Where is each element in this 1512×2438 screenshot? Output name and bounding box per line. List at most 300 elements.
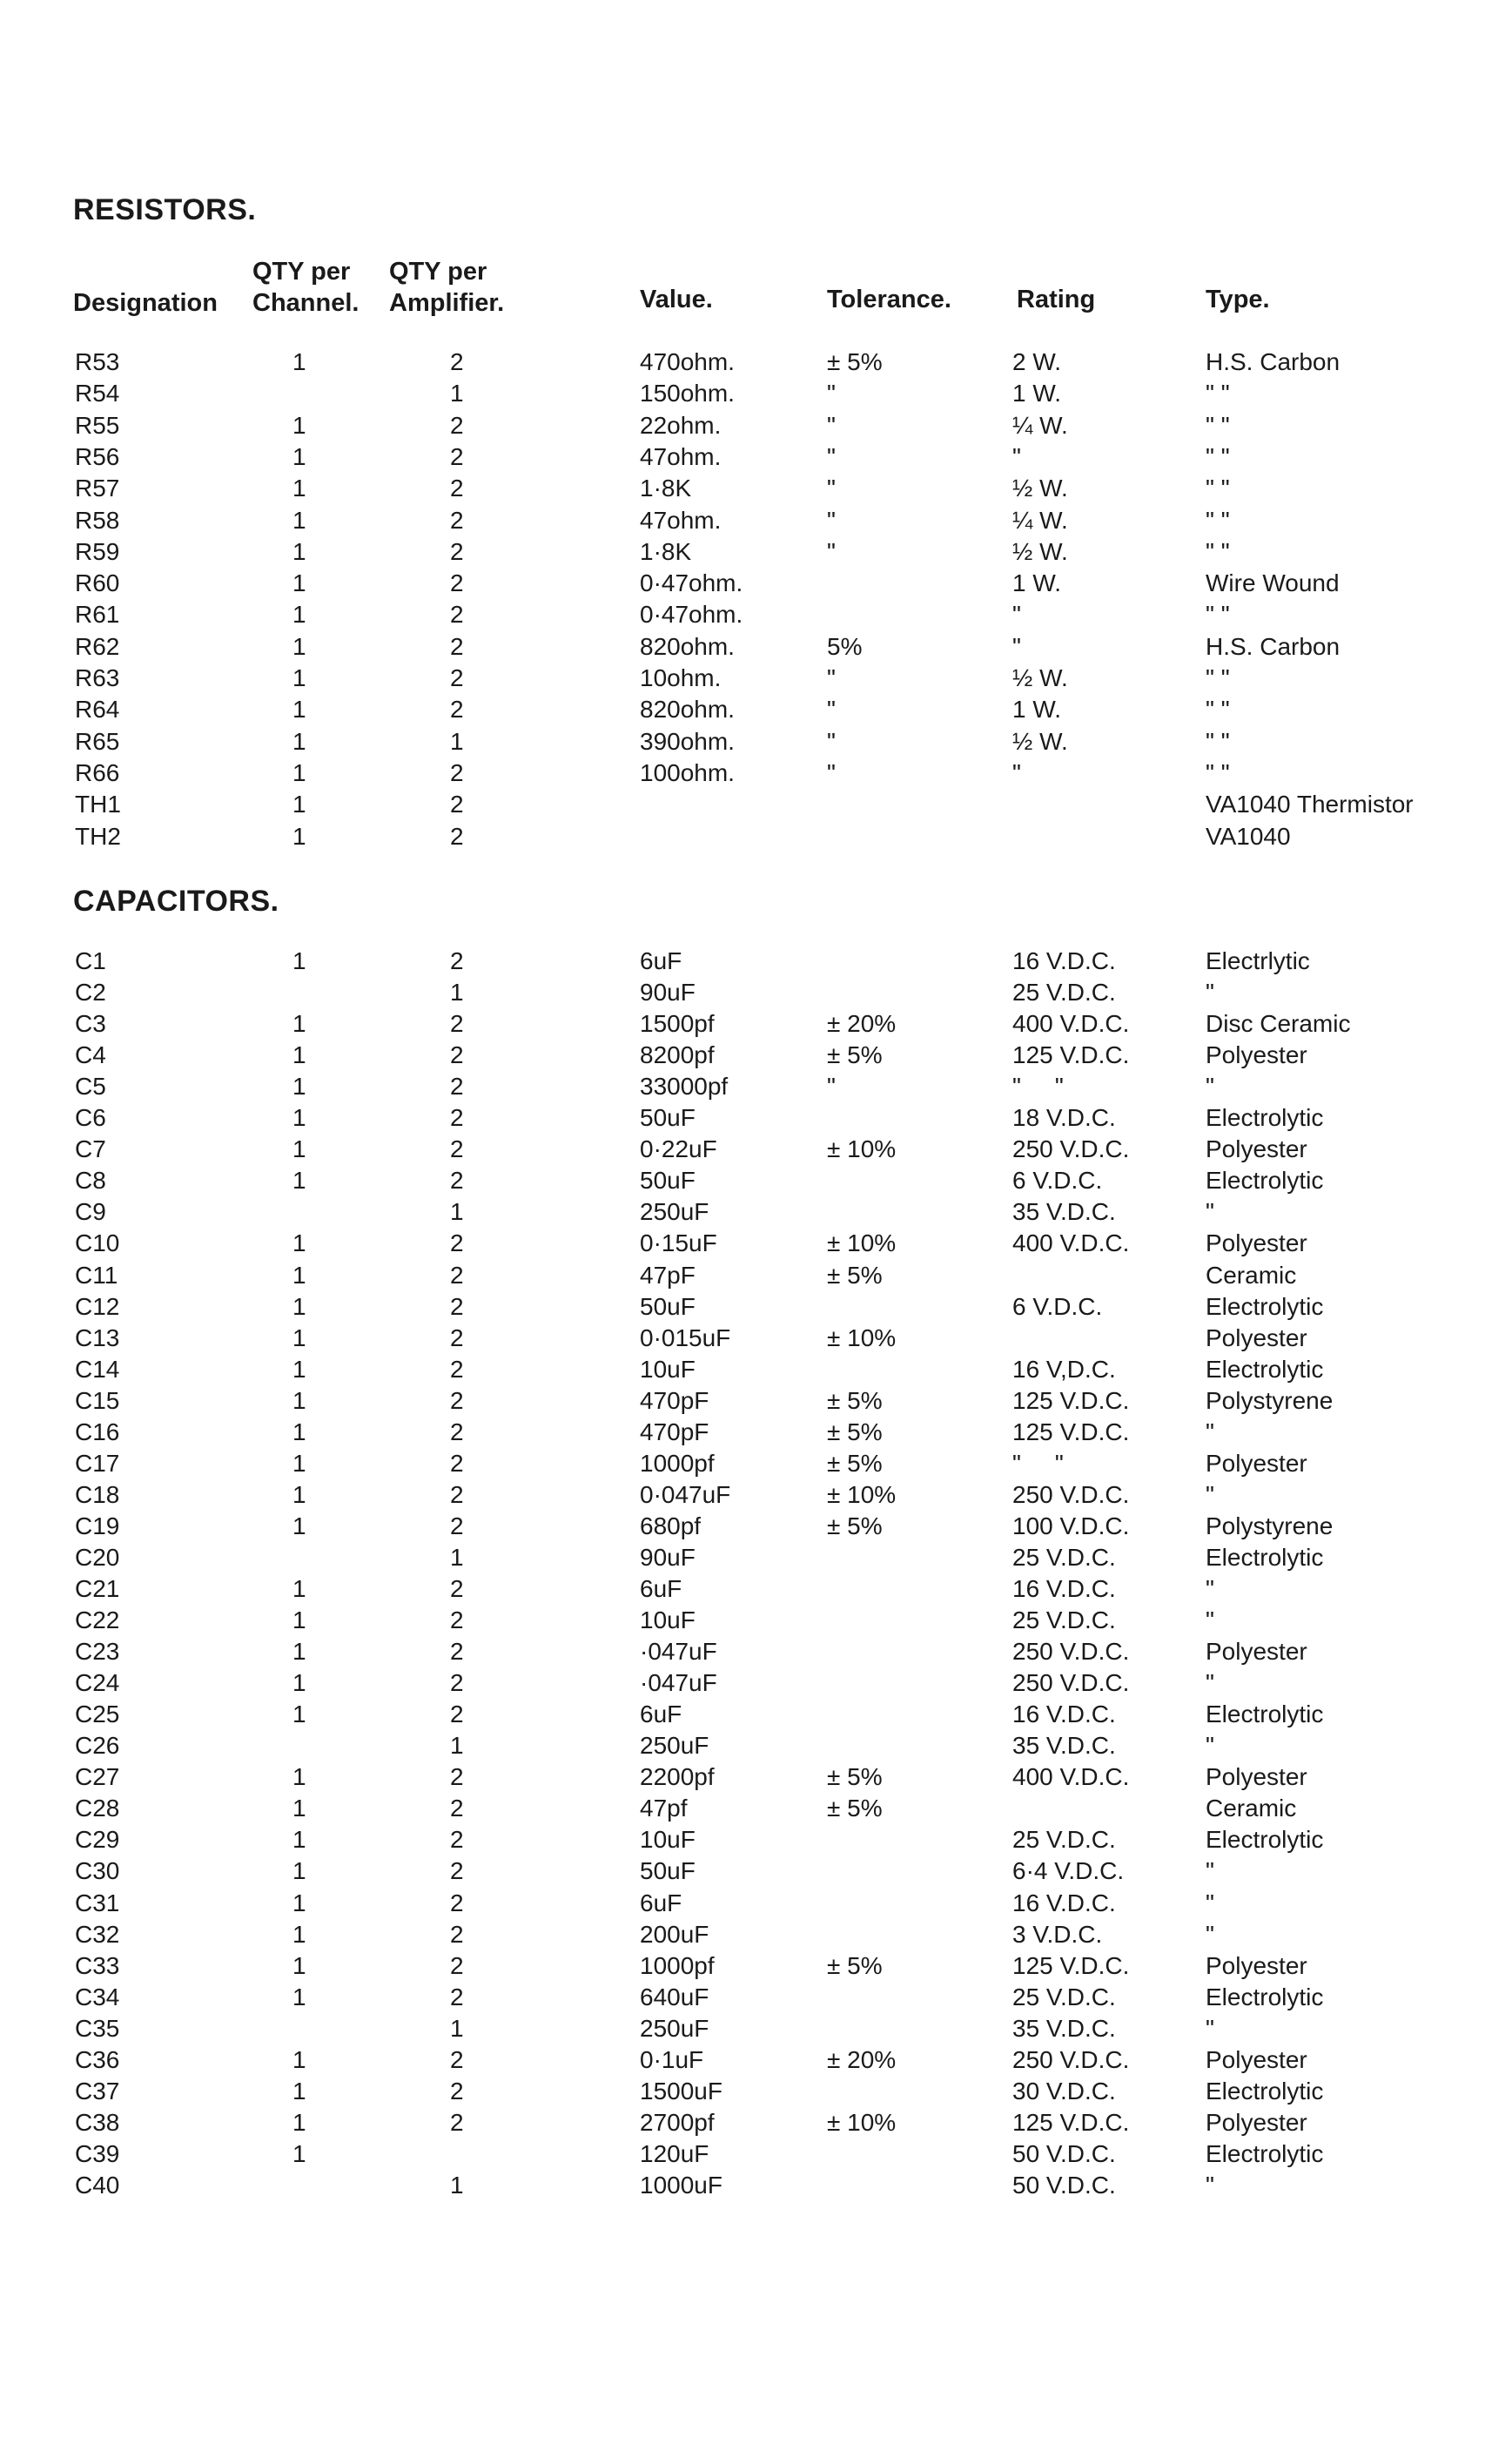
tolerance-cell: ± 5% <box>827 1418 883 1445</box>
qty-channel-cell: 1 <box>292 1889 306 1916</box>
qty-channel-cell: 1 <box>292 1638 306 1666</box>
tolerance-cell: " <box>827 696 836 724</box>
qty-amplifier-cell: 2 <box>450 947 464 974</box>
type-cell: " " <box>1206 601 1230 629</box>
value-cell: 33000pf <box>640 1073 729 1101</box>
value-cell: 100ohm. <box>640 758 735 786</box>
tolerance-cell: " <box>827 664 836 691</box>
designation-cell: C39 <box>75 2139 120 2167</box>
qty-channel-cell: 1 <box>292 348 306 375</box>
tolerance-cell: ± 20% <box>827 1010 897 1038</box>
qty-amplifier-cell: 2 <box>450 1418 464 1445</box>
type-cell: Polyester <box>1206 1229 1307 1257</box>
rating-cell: 35 V.D.C. <box>1012 1198 1116 1226</box>
qty-channel-cell: 1 <box>292 411 306 439</box>
type-cell: Electrolytic <box>1206 2139 1324 2167</box>
rating-cell: ½ W. <box>1012 537 1068 565</box>
tolerance-cell: ± 20% <box>827 2045 897 2073</box>
type-cell: VA1040 <box>1206 822 1291 850</box>
table-row <box>0 726 1512 758</box>
table-row <box>0 1479 1512 1511</box>
table-row <box>0 441 1512 473</box>
type-cell: Electrolytic <box>1206 1543 1324 1571</box>
designation-cell: C10 <box>75 1229 120 1257</box>
designation-cell: C8 <box>75 1167 106 1195</box>
rating-cell: 100 V.D.C. <box>1012 1512 1130 1539</box>
table-row <box>0 1228 1512 1259</box>
qty-channel-cell: 1 <box>292 2045 306 2073</box>
qty-channel-cell: 1 <box>292 1512 306 1539</box>
qty-amplifier-cell: 2 <box>450 822 464 850</box>
table-row <box>0 1824 1512 1855</box>
value-cell: 2700pf <box>640 2108 715 2136</box>
table-row <box>0 1196 1512 1228</box>
value-cell: 47pF <box>640 1261 696 1289</box>
type-cell: Polyester <box>1206 1041 1307 1069</box>
designation-cell: C32 <box>75 1920 120 1948</box>
value-cell: 470pF <box>640 1386 709 1414</box>
type-cell: " <box>1206 2014 1214 2042</box>
value-cell: 10uF <box>640 1606 696 1634</box>
value-cell: ·047uF <box>640 1638 717 1666</box>
designation-cell: C14 <box>75 1355 120 1383</box>
value-cell: 6uF <box>640 1889 682 1916</box>
table-row <box>0 1855 1512 1887</box>
type-cell: " " <box>1206 380 1230 407</box>
qty-amplifier-cell: 2 <box>450 1449 464 1477</box>
type-cell: Polyester <box>1206 1323 1307 1351</box>
qty-amplifier-cell: 1 <box>450 2014 464 2042</box>
rating-cell: 35 V.D.C. <box>1012 1732 1116 1760</box>
qty-channel-cell: 1 <box>292 1135 306 1163</box>
value-cell: 10uF <box>640 1355 696 1383</box>
designation-cell: C34 <box>75 1983 120 2010</box>
rating-cell: 125 V.D.C. <box>1012 2108 1130 2136</box>
table-row <box>0 1165 1512 1196</box>
qty-channel-cell: 1 <box>292 632 306 660</box>
type-cell: Polyester <box>1206 1449 1307 1477</box>
tolerance-cell: 5% <box>827 632 863 660</box>
qty-channel-cell: 1 <box>292 1795 306 1822</box>
rating-cell: 18 V.D.C. <box>1012 1104 1116 1132</box>
designation-cell: C24 <box>75 1669 120 1697</box>
table-row <box>0 1385 1512 1417</box>
qty-channel-cell: 1 <box>292 1920 306 1948</box>
value-cell: 0·15uF <box>640 1229 717 1257</box>
value-cell: 0·015uF <box>640 1323 731 1351</box>
header-qty-amplifier: QTY per Amplifier. <box>389 258 505 317</box>
designation-cell: C16 <box>75 1418 120 1445</box>
designation-cell: C2 <box>75 979 106 1007</box>
rating-cell: 50 V.D.C. <box>1012 2139 1116 2167</box>
qty-channel-cell: 1 <box>292 696 306 724</box>
type-cell: Electrolytic <box>1206 1167 1324 1195</box>
value-cell: 820ohm. <box>640 696 735 724</box>
header-tolerance: Tolerance. <box>827 286 951 313</box>
table-row <box>0 694 1512 725</box>
qty-amplifier-cell: 2 <box>450 1292 464 1320</box>
qty-amplifier-cell: 2 <box>450 1575 464 1602</box>
qty-channel-cell: 1 <box>292 791 306 818</box>
tolerance-cell: " <box>827 1073 836 1101</box>
type-cell: " " <box>1206 727 1230 755</box>
designation-cell: C4 <box>75 1041 106 1069</box>
designation-cell: C20 <box>75 1543 120 1571</box>
qty-amplifier-cell: 2 <box>450 1606 464 1634</box>
rating-cell: " <box>1012 601 1021 629</box>
table-row <box>0 1793 1512 1824</box>
qty-channel-cell: 1 <box>292 1701 306 1728</box>
rating-cell: 16 V.D.C. <box>1012 1889 1116 1916</box>
rating-cell: 250 V.D.C. <box>1012 1480 1130 1508</box>
designation-cell: C28 <box>75 1795 120 1822</box>
designation-cell: C12 <box>75 1292 120 1320</box>
type-cell: " " <box>1206 696 1230 724</box>
type-cell: " " <box>1206 506 1230 534</box>
designation-cell: C7 <box>75 1135 106 1163</box>
designation-cell: C36 <box>75 2045 120 2073</box>
table-row <box>0 1323 1512 1354</box>
tolerance-cell: " <box>827 442 836 470</box>
type-cell: " <box>1206 979 1214 1007</box>
qty-amplifier-cell: 2 <box>450 1073 464 1101</box>
tolerance-cell: " <box>827 537 836 565</box>
qty-amplifier-cell: 2 <box>450 1763 464 1791</box>
qty-amplifier-cell: 2 <box>450 2108 464 2136</box>
qty-channel-cell: 1 <box>292 1418 306 1445</box>
qty-channel-cell: 1 <box>292 1857 306 1885</box>
value-cell: 120uF <box>640 2139 709 2167</box>
value-cell: 470ohm. <box>640 348 735 375</box>
type-cell: " <box>1206 1920 1214 1948</box>
qty-channel-cell: 1 <box>292 1449 306 1477</box>
rating-cell: 400 V.D.C. <box>1012 1229 1130 1257</box>
value-cell: 6uF <box>640 1575 682 1602</box>
qty-amplifier-cell: 2 <box>450 1480 464 1508</box>
qty-amplifier-cell: 2 <box>450 601 464 629</box>
designation-cell: R61 <box>75 601 120 629</box>
qty-amplifier-cell: 2 <box>450 1041 464 1069</box>
table-row <box>0 1605 1512 1636</box>
value-cell: 390ohm. <box>640 727 735 755</box>
tolerance-cell: ± 10% <box>827 1480 897 1508</box>
qty-channel-cell: 1 <box>292 1167 306 1195</box>
value-cell: 250uF <box>640 2014 709 2042</box>
designation-cell: C38 <box>75 2108 120 2136</box>
designation-cell: C29 <box>75 1826 120 1854</box>
table-row <box>0 977 1512 1008</box>
designation-cell: R63 <box>75 664 120 691</box>
table-row <box>0 2107 1512 2138</box>
qty-amplifier-cell: 2 <box>450 1795 464 1822</box>
type-cell: " <box>1206 1198 1214 1226</box>
designation-cell: C31 <box>75 1889 120 1916</box>
tolerance-cell: " <box>827 411 836 439</box>
resistors-heading: RESISTORS. <box>73 193 257 226</box>
designation-cell: R59 <box>75 537 120 565</box>
tolerance-cell: " <box>827 380 836 407</box>
qty-channel-cell: 1 <box>292 1826 306 1854</box>
header-value: Value. <box>640 286 713 313</box>
type-cell: " <box>1206 1418 1214 1445</box>
rating-cell: 16 V.D.C. <box>1012 1575 1116 1602</box>
rating-cell: 2 W. <box>1012 348 1062 375</box>
value-cell: 47pf <box>640 1795 688 1822</box>
table-row <box>0 1699 1512 1730</box>
designation-cell: C30 <box>75 1857 120 1885</box>
designation-cell: C37 <box>75 2077 120 2105</box>
table-row <box>0 410 1512 441</box>
qty-channel-cell: 1 <box>292 727 306 755</box>
table-row <box>0 1919 1512 1950</box>
designation-cell: C33 <box>75 1951 120 1979</box>
qty-amplifier-cell: 2 <box>450 1010 464 1038</box>
value-cell: 200uF <box>640 1920 709 1948</box>
rating-cell: 25 V.D.C. <box>1012 979 1116 1007</box>
designation-cell: C9 <box>75 1198 106 1226</box>
qty-channel-cell: 1 <box>292 822 306 850</box>
designation-cell: R53 <box>75 348 120 375</box>
value-cell: 47ohm. <box>640 442 722 470</box>
tolerance-cell: ± 10% <box>827 1323 897 1351</box>
qty-amplifier-cell: 2 <box>450 1889 464 1916</box>
qty-amplifier-cell: 2 <box>450 1261 464 1289</box>
designation-cell: R66 <box>75 758 120 786</box>
value-cell: 50uF <box>640 1857 696 1885</box>
qty-channel-cell: 1 <box>292 1480 306 1508</box>
table-row <box>0 1040 1512 1071</box>
qty-channel-cell: 1 <box>292 506 306 534</box>
table-row <box>0 1542 1512 1573</box>
table-row <box>0 789 1512 820</box>
type-cell: Electrolytic <box>1206 1826 1324 1854</box>
type-cell: " <box>1206 1606 1214 1634</box>
value-cell: 820ohm. <box>640 632 735 660</box>
type-cell: " <box>1206 1073 1214 1101</box>
rating-cell: 6 V.D.C. <box>1012 1167 1103 1195</box>
value-cell: 10uF <box>640 1826 696 1854</box>
qty-amplifier-cell: 2 <box>450 1323 464 1351</box>
table-row <box>0 2044 1512 2076</box>
qty-amplifier-cell: 2 <box>450 1229 464 1257</box>
value-cell: 680pf <box>640 1512 702 1539</box>
type-cell: H.S. Carbon <box>1206 348 1341 375</box>
value-cell: 1·8K <box>640 537 692 565</box>
qty-amplifier-cell: 2 <box>450 537 464 565</box>
designation-cell: C27 <box>75 1763 120 1791</box>
capacitors-heading: CAPACITORS. <box>73 885 279 918</box>
rating-cell: 6 V.D.C. <box>1012 1292 1103 1320</box>
qty-channel-cell: 1 <box>292 1323 306 1351</box>
value-cell: 1000pf <box>640 1951 715 1979</box>
rating-cell: 250 V.D.C. <box>1012 1669 1130 1697</box>
designation-cell: C6 <box>75 1104 106 1132</box>
table-row <box>0 1102 1512 1134</box>
rating-cell: 400 V.D.C. <box>1012 1010 1130 1038</box>
tolerance-cell: ± 5% <box>827 1449 883 1477</box>
qty-channel-cell: 1 <box>292 475 306 502</box>
tolerance-cell: ± 5% <box>827 1763 883 1791</box>
designation-cell: R58 <box>75 506 120 534</box>
rating-cell: 6·4 V.D.C. <box>1012 1857 1125 1885</box>
qty-amplifier-cell: 1 <box>450 1732 464 1760</box>
rating-cell: 25 V.D.C. <box>1012 1606 1116 1634</box>
designation-cell: C23 <box>75 1638 120 1666</box>
qty-channel-cell: 1 <box>292 1292 306 1320</box>
table-row <box>0 1888 1512 1919</box>
type-cell: " " <box>1206 758 1230 786</box>
qty-amplifier-cell: 2 <box>450 1135 464 1163</box>
table-row <box>0 1982 1512 2013</box>
table-row <box>0 631 1512 663</box>
table-row <box>0 347 1512 378</box>
qty-amplifier-cell: 1 <box>450 979 464 1007</box>
rating-cell: 25 V.D.C. <box>1012 1826 1116 1854</box>
value-cell: 22ohm. <box>640 411 722 439</box>
rating-cell: ½ W. <box>1012 475 1068 502</box>
table-row <box>0 1573 1512 1605</box>
rating-cell: 250 V.D.C. <box>1012 2045 1130 2073</box>
table-row <box>0 1761 1512 1793</box>
tolerance-cell: ± 10% <box>827 1229 897 1257</box>
header-rating: Rating <box>1017 286 1096 313</box>
value-cell: 1500uF <box>640 2077 722 2105</box>
qty-channel-cell: 1 <box>292 569 306 597</box>
qty-channel-cell: 1 <box>292 1606 306 1634</box>
type-cell: Polyester <box>1206 1135 1307 1163</box>
rating-cell: 30 V.D.C. <box>1012 2077 1116 2105</box>
table-row <box>0 2013 1512 2044</box>
qty-amplifier-cell: 2 <box>450 1826 464 1854</box>
designation-cell: C21 <box>75 1575 120 1602</box>
type-cell: Polystyrene <box>1206 1512 1334 1539</box>
tolerance-cell: " <box>827 475 836 502</box>
qty-channel-cell: 1 <box>292 1041 306 1069</box>
qty-amplifier-cell: 2 <box>450 1920 464 1948</box>
designation-cell: TH2 <box>75 822 121 850</box>
value-cell: 6uF <box>640 947 682 974</box>
type-cell: " " <box>1206 442 1230 470</box>
designation-cell: C19 <box>75 1512 120 1539</box>
qty-amplifier-cell: 2 <box>450 348 464 375</box>
tolerance-cell: " <box>827 506 836 534</box>
table-row <box>0 505 1512 536</box>
rating-cell: ¼ W. <box>1012 411 1068 439</box>
qty-amplifier-cell: 1 <box>450 2171 464 2199</box>
rating-cell: 16 V.D.C. <box>1012 947 1116 974</box>
qty-amplifier-cell: 2 <box>450 1951 464 1979</box>
type-cell: " " <box>1206 475 1230 502</box>
type-cell: Disc Ceramic <box>1206 1010 1351 1038</box>
designation-cell: R65 <box>75 727 120 755</box>
qty-channel-cell: 1 <box>292 2108 306 2136</box>
rating-cell: 250 V.D.C. <box>1012 1638 1130 1666</box>
rating-cell: 25 V.D.C. <box>1012 1543 1116 1571</box>
value-cell: 250uF <box>640 1198 709 1226</box>
rating-cell: " " <box>1012 1073 1064 1101</box>
rating-cell: 1 W. <box>1012 569 1062 597</box>
designation-cell: R62 <box>75 632 120 660</box>
qty-amplifier-cell: 2 <box>450 1512 464 1539</box>
qty-amplifier-cell: 2 <box>450 475 464 502</box>
qty-amplifier-cell: 2 <box>450 1983 464 2010</box>
rating-cell: ¼ W. <box>1012 506 1068 534</box>
type-cell: Ceramic <box>1206 1261 1297 1289</box>
designation-cell: C3 <box>75 1010 106 1038</box>
rating-cell: " <box>1012 442 1021 470</box>
table-row <box>0 1950 1512 1982</box>
value-cell: 1500pf <box>640 1010 715 1038</box>
value-cell: 2200pf <box>640 1763 715 1791</box>
rating-cell: " <box>1012 758 1021 786</box>
value-cell: 90uF <box>640 1543 696 1571</box>
type-cell: Polyester <box>1206 1951 1307 1979</box>
qty-channel-cell: 1 <box>292 1073 306 1101</box>
table-row <box>0 1417 1512 1448</box>
qty-amplifier-cell: 2 <box>450 411 464 439</box>
type-cell: " <box>1206 1889 1214 1916</box>
value-cell: 0·047uF <box>640 1480 731 1508</box>
value-cell: 470pF <box>640 1418 709 1445</box>
qty-channel-cell: 1 <box>292 2077 306 2105</box>
rating-cell: 16 V.D.C. <box>1012 1701 1116 1728</box>
qty-channel-cell: 1 <box>292 2139 306 2167</box>
value-cell: 1000pf <box>640 1449 715 1477</box>
qty-channel-cell: 1 <box>292 1983 306 2010</box>
type-cell: " <box>1206 1669 1214 1697</box>
designation-cell: C22 <box>75 1606 120 1634</box>
type-cell: " " <box>1206 537 1230 565</box>
rating-cell: ½ W. <box>1012 664 1068 691</box>
qty-amplifier-cell: 2 <box>450 1104 464 1132</box>
value-cell: 0·47ohm. <box>640 569 743 597</box>
value-cell: 640uF <box>640 1983 709 2010</box>
qty-channel-cell: 1 <box>292 1575 306 1602</box>
value-cell: 50uF <box>640 1167 696 1195</box>
type-cell: " <box>1206 1575 1214 1602</box>
type-cell: " <box>1206 2171 1214 2199</box>
qty-amplifier-cell: 2 <box>450 506 464 534</box>
designation-cell: C35 <box>75 2014 120 2042</box>
header-type: Type. <box>1206 286 1270 313</box>
table-row <box>0 378 1512 409</box>
type-cell: Polyester <box>1206 2108 1307 2136</box>
rating-cell: 125 V.D.C. <box>1012 1386 1130 1414</box>
designation-cell: R60 <box>75 569 120 597</box>
table-row <box>0 2138 1512 2170</box>
qty-channel-cell: 1 <box>292 1355 306 1383</box>
table-row <box>0 1636 1512 1667</box>
type-cell: Polyester <box>1206 1763 1307 1791</box>
rating-cell: 50 V.D.C. <box>1012 2171 1116 2199</box>
table-row <box>0 1354 1512 1385</box>
table-row <box>0 2170 1512 2201</box>
qty-channel-cell: 1 <box>292 758 306 786</box>
type-cell: " " <box>1206 664 1230 691</box>
value-cell: 0·1uF <box>640 2045 704 2073</box>
type-cell: Polyester <box>1206 2045 1307 2073</box>
qty-channel-cell: 1 <box>292 537 306 565</box>
type-cell: H.S. Carbon <box>1206 632 1341 660</box>
qty-channel-cell: 1 <box>292 1010 306 1038</box>
value-cell: 250uF <box>640 1732 709 1760</box>
qty-amplifier-cell: 1 <box>450 1543 464 1571</box>
type-cell: Polystyrene <box>1206 1386 1334 1414</box>
designation-cell: C26 <box>75 1732 120 1760</box>
tolerance-cell: ± 10% <box>827 1135 897 1163</box>
value-cell: 0·47ohm. <box>640 601 743 629</box>
rating-cell: 1 W. <box>1012 696 1062 724</box>
